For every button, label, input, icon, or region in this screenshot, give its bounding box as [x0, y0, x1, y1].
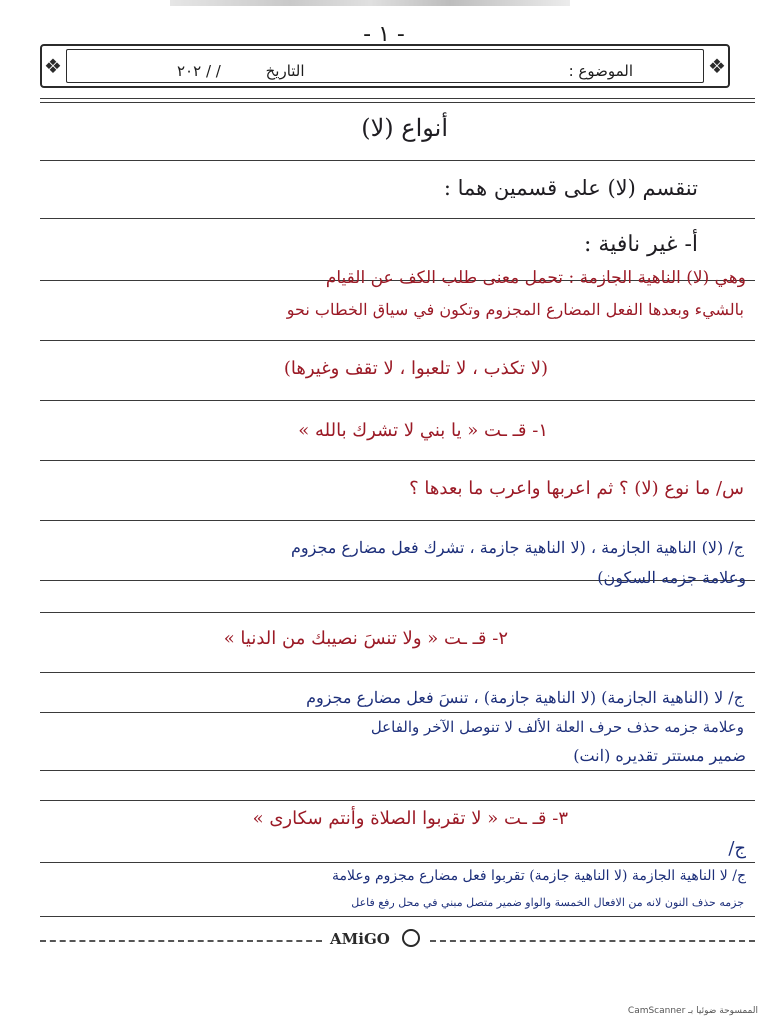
header-subject-label: الموضوع :	[568, 62, 633, 80]
text-line: وهي (لا) الناهية الجازمة : تحمل معنى طلب الكف عن القيام	[325, 268, 746, 288]
ruled-line	[40, 712, 755, 713]
section-heading: أ- غير نافية :	[584, 232, 698, 257]
answer-line: ج/ (لا) الناهية الجازمة ، (لا الناهية جازمة ، تشرك فعل مضارع مجزوم	[290, 538, 744, 557]
ruled-line	[40, 340, 755, 341]
page-title: أنواع (لا)	[361, 114, 448, 142]
ruled-line	[40, 460, 755, 461]
answer-line: ج/ لا الناهية الجازمة (لا الناهية جازمة) تقربوا فعل مضارع مجزوم وعلامة	[332, 868, 746, 884]
header-date	[177, 62, 305, 80]
ruled-line	[40, 800, 755, 801]
ornament-icon: ❖	[708, 54, 726, 78]
footer-rule	[40, 940, 322, 942]
ruled-line	[40, 862, 755, 863]
top-edge-shadow	[170, 0, 570, 6]
footer-rule	[430, 940, 755, 942]
brand-logo: AMiGO	[330, 930, 390, 948]
answer-line: جزمه حذف النون لانه من الافعال الخمسة والواو ضمير متصل مبني في محل رفع فاعل	[351, 896, 744, 909]
header-inner-frame	[66, 49, 704, 83]
scanner-watermark: الممسوحة ضوئيا بـ CamScanner	[627, 1006, 758, 1016]
text-line: بالشيء وبعدها الفعل المضارع المجزوم وتكون في سياق الخطاب نحو	[286, 300, 744, 319]
brand-emblem-icon	[402, 929, 420, 947]
question-line: س/ ما نوع (لا) ؟ ثم اعربها واعرب ما بعدها ؟	[409, 478, 744, 499]
page-number: - ١ -	[363, 22, 405, 47]
ruled-line	[40, 160, 755, 161]
example-line: ١- قـ ـت « يا بني لا تشرك بالله »	[298, 420, 548, 441]
header-frame	[40, 44, 730, 88]
ruled-line	[40, 612, 755, 613]
ruled-line	[40, 672, 755, 673]
ruled-line	[40, 98, 755, 99]
answer-label: ج/	[728, 838, 746, 859]
ruled-line	[40, 916, 755, 917]
answer-line: ج/ لا (الناهية الجازمة) (لا الناهية جازمة) ، تنسَ فعل مضارع مجزوم	[306, 688, 744, 707]
header-date-value: / / ٢٠٢	[177, 62, 221, 80]
answer-line: ضمير مستتر تقديره (انت)	[573, 746, 746, 765]
example-line: ٣- قـ ـت « لا تقربوا الصلاة وأنتم سكارى »	[252, 808, 568, 829]
ruled-line	[40, 400, 755, 401]
intro-line: تنقسم (لا) على قسمين هما :	[443, 176, 698, 200]
ruled-line	[40, 770, 755, 771]
ornament-icon: ❖	[44, 54, 62, 78]
answer-line: وعلامة جزمه حذف حرف العلة الألف لا تنوصل الآخر والفاعل	[370, 718, 744, 736]
ruled-line	[40, 520, 755, 521]
header-date-label: التاريخ	[265, 62, 305, 80]
example-line: ٢- قـ ـت « ولا تنسَ نصيبك من الدنيا »	[223, 628, 508, 649]
text-line: (لا تكذب ، لا تلعبوا ، لا تقف وغيرها)	[283, 358, 548, 379]
answer-line: وعلامة جزمه السكون)	[597, 568, 746, 587]
ruled-line	[40, 218, 755, 219]
